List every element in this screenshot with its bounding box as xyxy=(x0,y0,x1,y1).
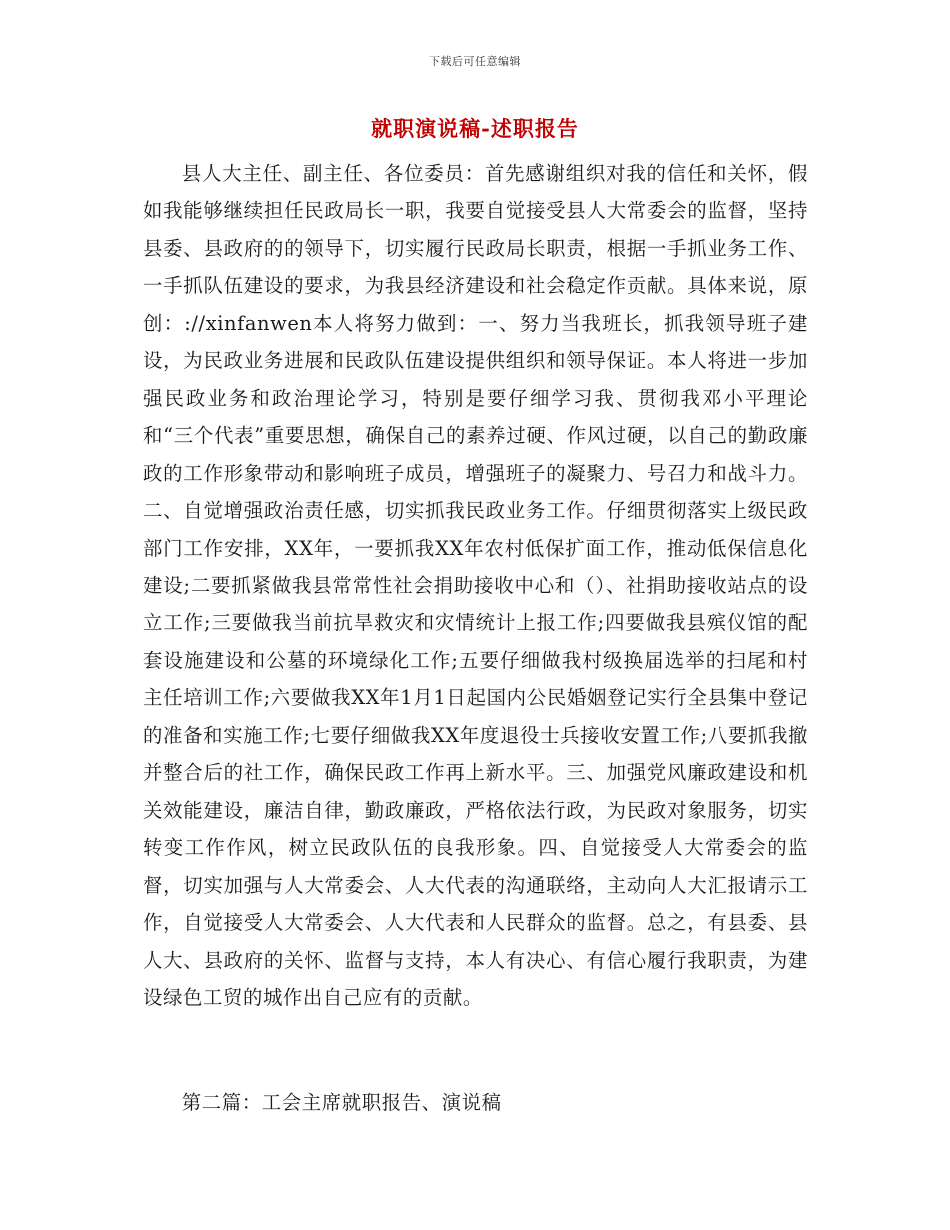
header-note: 下载后可任意编辑 xyxy=(429,55,521,68)
body-paragraph: 县人大主任、副主任、各位委员：首先感谢组织对我的信任和关怀，假如我能够继续担任民政局长一职，我要自觉接受县人大常委会的监督，坚持县委、县政府的的领导下，切实履行民政局长职责，根据一手抓业务工作、一手抓队伍建设的要求，为我县经济建设和社会稳定作贡献。具体来说，原创：://xinfanwen本人将努力做到：一、努力当我班长，抓我领导班子建设，为民政业务进展和民政队伍建设提供组织和领导保证。本人将进一步加强民政业务和政治理论学习，特别是要仔细学习我、贯彻我邓小平理论和“三个代表”重要思想，确保自己的素养过硬、作风过硬，以自己的勤政廉政的工作形象带动和影响班子成员，增强班子的凝聚力、号召力和战斗力。二、自觉增强政治责任感，切实抓我民政业务工作。仔细贯彻落实上级民政部门工作安排，XX年，一要抓我XX年农村低保扩面工作，推动低保信息化建设;二要抓紧做我县常常性社会捐助接收中心和（）、社捐助接收站点的设立工作;三要做我当前抗旱救灾和灾情统计上报工作;四要做我县殡仪馆的配套设施建设和公墓的环境绿化工作;五要仔细做我村级换届选举的扫尾和村主任培训工作;六要做我XX年1月1日起国内公民婚姻登记实行全县集中登记的准备和实施工作;七要仔细做我XX年度退役士兵接收安置工作;八要抓我撤并整合后的社工作，确保民政工作再上新水平。三、加强党风廉政建设和机关效能建设，廉洁自律，勤政廉政，严格依法行政，为民政对象服务，切实转变工作作风，树立民政队伍的良我形象。四、自觉接受人大常委会的监督，切实加强与人大常委会、人大代表的沟通联络，主动向人大汇报请示工作，自觉接受人大常委会、人大代表和人民群众的监督。总之，有县委、县人大、县政府的关怀、监督与支持，本人有决心、有信心履行我职责，为建设绿色工贸的城作出自己应有的贡献。 xyxy=(143,162,808,1009)
section-heading: 第二篇：工会主席就职报告、演说稿 xyxy=(181,1091,502,1114)
document-title: 就职演说稿-述职报告 xyxy=(371,116,579,141)
